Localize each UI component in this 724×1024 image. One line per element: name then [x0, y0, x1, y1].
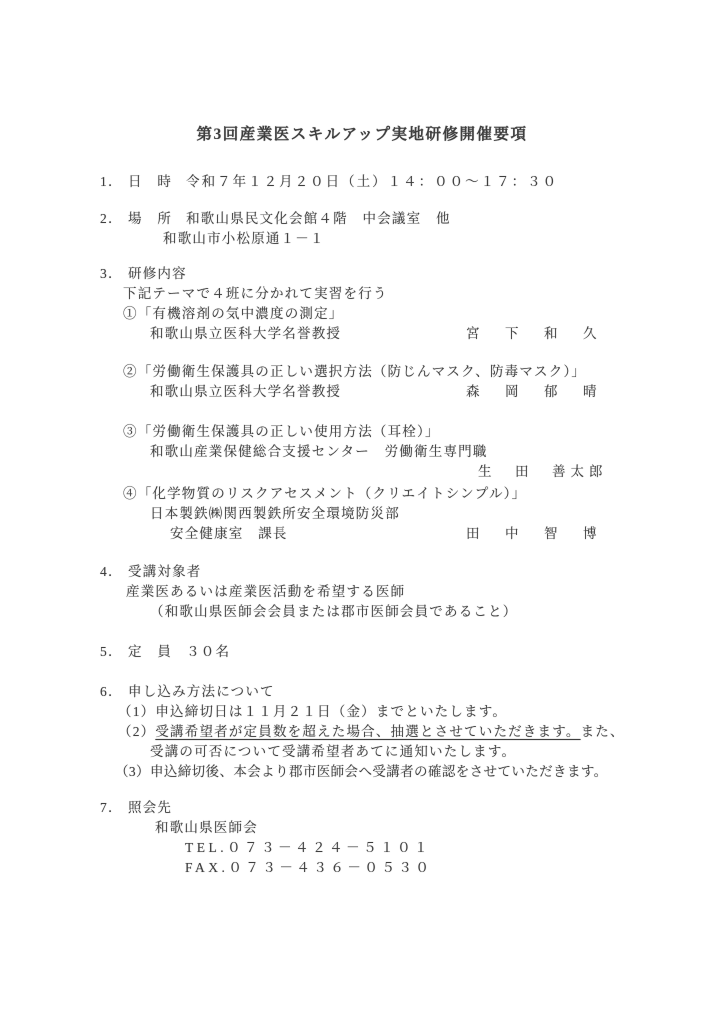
theme-text: 「労働衛生保護具の正しい選択方法（防じんマスク、防毒マスク）」 [137, 364, 587, 379]
content-item-1-theme [0, 304, 724, 324]
section-application [0, 682, 724, 702]
section-audience [0, 562, 724, 582]
section-number: 5． [100, 644, 123, 659]
section-number: 3． [100, 266, 123, 281]
content-item-3-name-line [0, 462, 724, 482]
audience-line2 [0, 602, 724, 622]
place-line1: 和歌山県民文化会館４階 中会議室 他 [186, 211, 451, 226]
section-label: 場 所 [128, 211, 173, 226]
fax-number: FAX.０７３－４３６－０５３０ [185, 860, 433, 875]
lecturer-name: 森 岡 郁 晴 [466, 384, 603, 399]
content-item-4-theme [0, 484, 724, 504]
content-item-2-affiliation [0, 382, 724, 402]
datetime-value: 令和７年１２月２０日（土）１４：００～１７：３０ [186, 174, 559, 189]
content-item-3-affiliation [0, 442, 724, 462]
section-content [0, 264, 724, 284]
content-item-2-theme [0, 362, 724, 382]
content-item-4-affiliation2 [0, 524, 724, 544]
audience-line1 [0, 582, 724, 602]
theme-text: 「化学物質のリスクアセスメント（クリエイトシンプル）」 [137, 486, 527, 501]
item-number: （2） [118, 724, 156, 739]
contact-org-name: 和歌山県医師会 [155, 820, 258, 835]
section-label: 照会先 [128, 800, 173, 815]
affiliation-text: 和歌山県立医科大学名誉教授 [150, 384, 342, 399]
application-item-2 [0, 722, 724, 742]
contact-org [0, 818, 724, 838]
section-number: 4． [100, 564, 123, 579]
item-number: （3） [115, 764, 150, 779]
section-label: 定 員 [128, 644, 173, 659]
section-label: 受講対象者 [128, 564, 202, 579]
place-line2 [0, 229, 724, 249]
section-number: 7． [100, 800, 123, 815]
content-item-3-theme [0, 422, 724, 442]
affiliation-text: 和歌山産業保健総合支援センター 労働衛生専門職 [150, 444, 488, 459]
affiliation-text: 日本製鉄㈱関西製鉄所安全環境防災部 [150, 506, 400, 521]
audience-text2: （和歌山県医師会会員または郡市医師会員であること） [150, 604, 518, 619]
section-label: 日 時 [128, 174, 173, 189]
section-number: 6． [100, 684, 123, 699]
section-label: 研修内容 [128, 266, 187, 281]
content-intro-text: 下記テーマで４班に分かれて実習を行う [123, 286, 388, 301]
capacity-value: ３０名 [186, 644, 231, 659]
content-item-1-affiliation [0, 324, 724, 344]
item-text-cont: 受講の可否について受講希望者あてに通知いたします。 [150, 744, 517, 759]
lecturer-name: 田 中 智 博 [466, 526, 603, 541]
content-item-4-affiliation [0, 504, 724, 524]
section-capacity [0, 642, 724, 662]
theme-text: 「有機溶剤の気中濃度の測定」 [137, 306, 344, 321]
circled-number: ④ [123, 486, 138, 501]
item-text: 申込締切後、本会より郡市医師会へ受講者の確認をさせていただきます。 [149, 764, 608, 779]
application-item-1 [0, 702, 724, 722]
lecturer-name: 宮 下 和 久 [466, 326, 603, 341]
circled-number: ③ [123, 424, 138, 439]
section-number: 1． [100, 174, 123, 189]
item-text-underlined: 受講希望者が定員数を超えた場合、抽選とさせていただきます。 [155, 724, 581, 739]
circled-number: ② [123, 364, 138, 379]
section-number: 2． [100, 211, 123, 226]
item-text-rest: また、 [580, 724, 625, 739]
section-label: 申し込み方法について [128, 684, 275, 699]
theme-text: 「労働衛生保護具の正しい使用方法（耳栓）」 [137, 424, 440, 439]
application-item-2-cont [0, 742, 724, 762]
application-item-3 [0, 762, 724, 782]
item-number: （1） [118, 704, 156, 719]
circled-number: ① [123, 306, 138, 321]
tel-number: TEL.０７３－４２４－５１０１ [185, 840, 432, 855]
contact-tel [0, 838, 724, 858]
item-text: 申込締切日は１１月２１日（金）までといたします。 [155, 704, 508, 719]
affiliation-text: 和歌山県立医科大学名誉教授 [150, 326, 342, 341]
contact-fax [0, 858, 724, 878]
place-address: 和歌山市小松原通１－１ [163, 231, 325, 246]
section-datetime [0, 172, 724, 192]
content-intro [0, 284, 724, 304]
document-title: 第3回産業医スキルアップ実地研修開催要項 [196, 126, 528, 143]
lecturer-name: 生 田 善太郎 [478, 464, 608, 479]
audience-text1: 産業医あるいは産業医活動を希望する医師 [126, 584, 406, 599]
section-place [0, 209, 724, 229]
affiliation2-text: 安全健康室 課長 [170, 526, 288, 541]
section-contact [0, 798, 724, 818]
